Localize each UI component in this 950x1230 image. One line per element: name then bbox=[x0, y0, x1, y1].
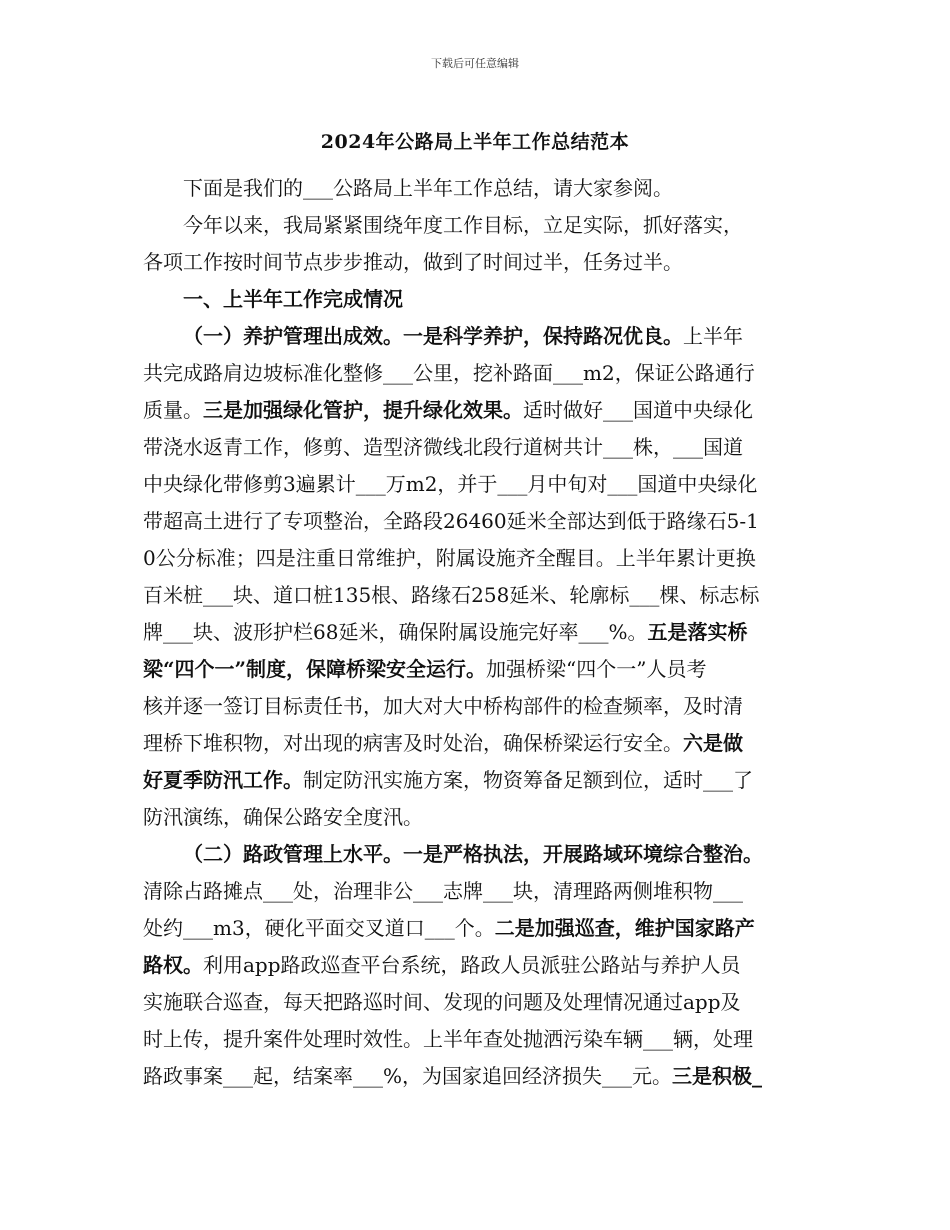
paragraph-line: 路政事案___起，结案率___%，为国家追回经济损失___元。三是积极_ bbox=[143, 1064, 763, 1088]
section-heading: 一、上半年工作完成情况 bbox=[183, 287, 403, 311]
paragraph-line: （一）养护管理出成效。一是科学养护，保持路况优良。上半年 bbox=[183, 324, 743, 348]
paragraph-line: 今年以来，我局紧紧围绕年度工作目标，立足实际，抓好落实， bbox=[183, 213, 743, 237]
paragraph-line: 时上传，提升案件处理时效性。上半年查处抛洒污染车辆___辆，处理 bbox=[143, 1027, 753, 1051]
paragraph-line: 质量。三是加强绿化管护，提升绿化效果。适时做好___国道中央绿化 bbox=[143, 398, 753, 422]
paragraph-line: 各项工作按时间节点步步推动，做到了时间过半，任务过半。 bbox=[143, 250, 683, 274]
paragraph-line: 处约___m3，硬化平面交叉道口___个。二是加强巡查，维护国家路产 bbox=[143, 916, 755, 940]
paragraph-line: 路权。利用app路政巡查平台系统，路政人员派驻公路站与养护人员 bbox=[143, 953, 741, 977]
paragraph-line: 梁“四个一”制度，保障桥梁安全运行。加强桥梁“四个一”人员考 bbox=[143, 657, 707, 681]
paragraph-line: 中央绿化带修剪3遍累计___万m2，并于___月中旬对___国道中央绿化 bbox=[143, 472, 758, 496]
paragraph-line: （二）路政管理上水平。一是严格执法，开展路域环境综合整治。 bbox=[183, 842, 763, 866]
paragraph-line: 下面是我们的___公路局上半年工作总结，请大家参阅。 bbox=[183, 176, 673, 200]
document-title: 2024年公路局上半年工作总结范本 bbox=[320, 131, 630, 153]
paragraph-line: 理桥下堆积物，对出现的病害及时处治，确保桥梁运行安全。六是做 bbox=[143, 731, 743, 755]
paragraph-line: 牌___块、波形护栏68延米，确保附属设施完好率___%。五是落实桥 bbox=[143, 620, 748, 644]
document-body bbox=[143, 170, 811, 1095]
paragraph-line: 带超高土进行了专项整治，全路段26460延米全部达到低于路缘石5-1 bbox=[143, 509, 759, 533]
paragraph-line: 实施联合巡查，每天把路巡时间、发现的问题及处理情况通过app及 bbox=[143, 990, 741, 1014]
header-note: 下载后可任意编辑 bbox=[431, 57, 519, 70]
paragraph-line: 百米桩___块、道口桩135根、路缘石258延米、轮廓标___棵、标志标 bbox=[143, 583, 760, 607]
paragraph-line: 核并逐一签订目标责任书，加大对大中桥构部件的检查频率，及时清 bbox=[143, 694, 743, 718]
paragraph-line: 清除占路摊点___处，治理非公___志牌___块，清理路两侧堆积物___ bbox=[143, 879, 743, 903]
paragraph-line: 0公分标准；四是注重日常维护，附属设施齐全醒目。上半年累计更换 bbox=[143, 546, 756, 570]
paragraph-line: 共完成路肩边坡标准化整修___公里，挖补路面___m2，保证公路通行 bbox=[143, 361, 755, 385]
paragraph-line: 好夏季防汛工作。制定防汛实施方案，物资筹备足额到位，适时___了 bbox=[143, 768, 753, 792]
paragraph-line: 防汛演练，确保公路安全度汛。 bbox=[143, 805, 423, 829]
paragraph-line: 带浇水返青工作，修剪、造型济微线北段行道树共计___株，___国道 bbox=[143, 435, 743, 459]
